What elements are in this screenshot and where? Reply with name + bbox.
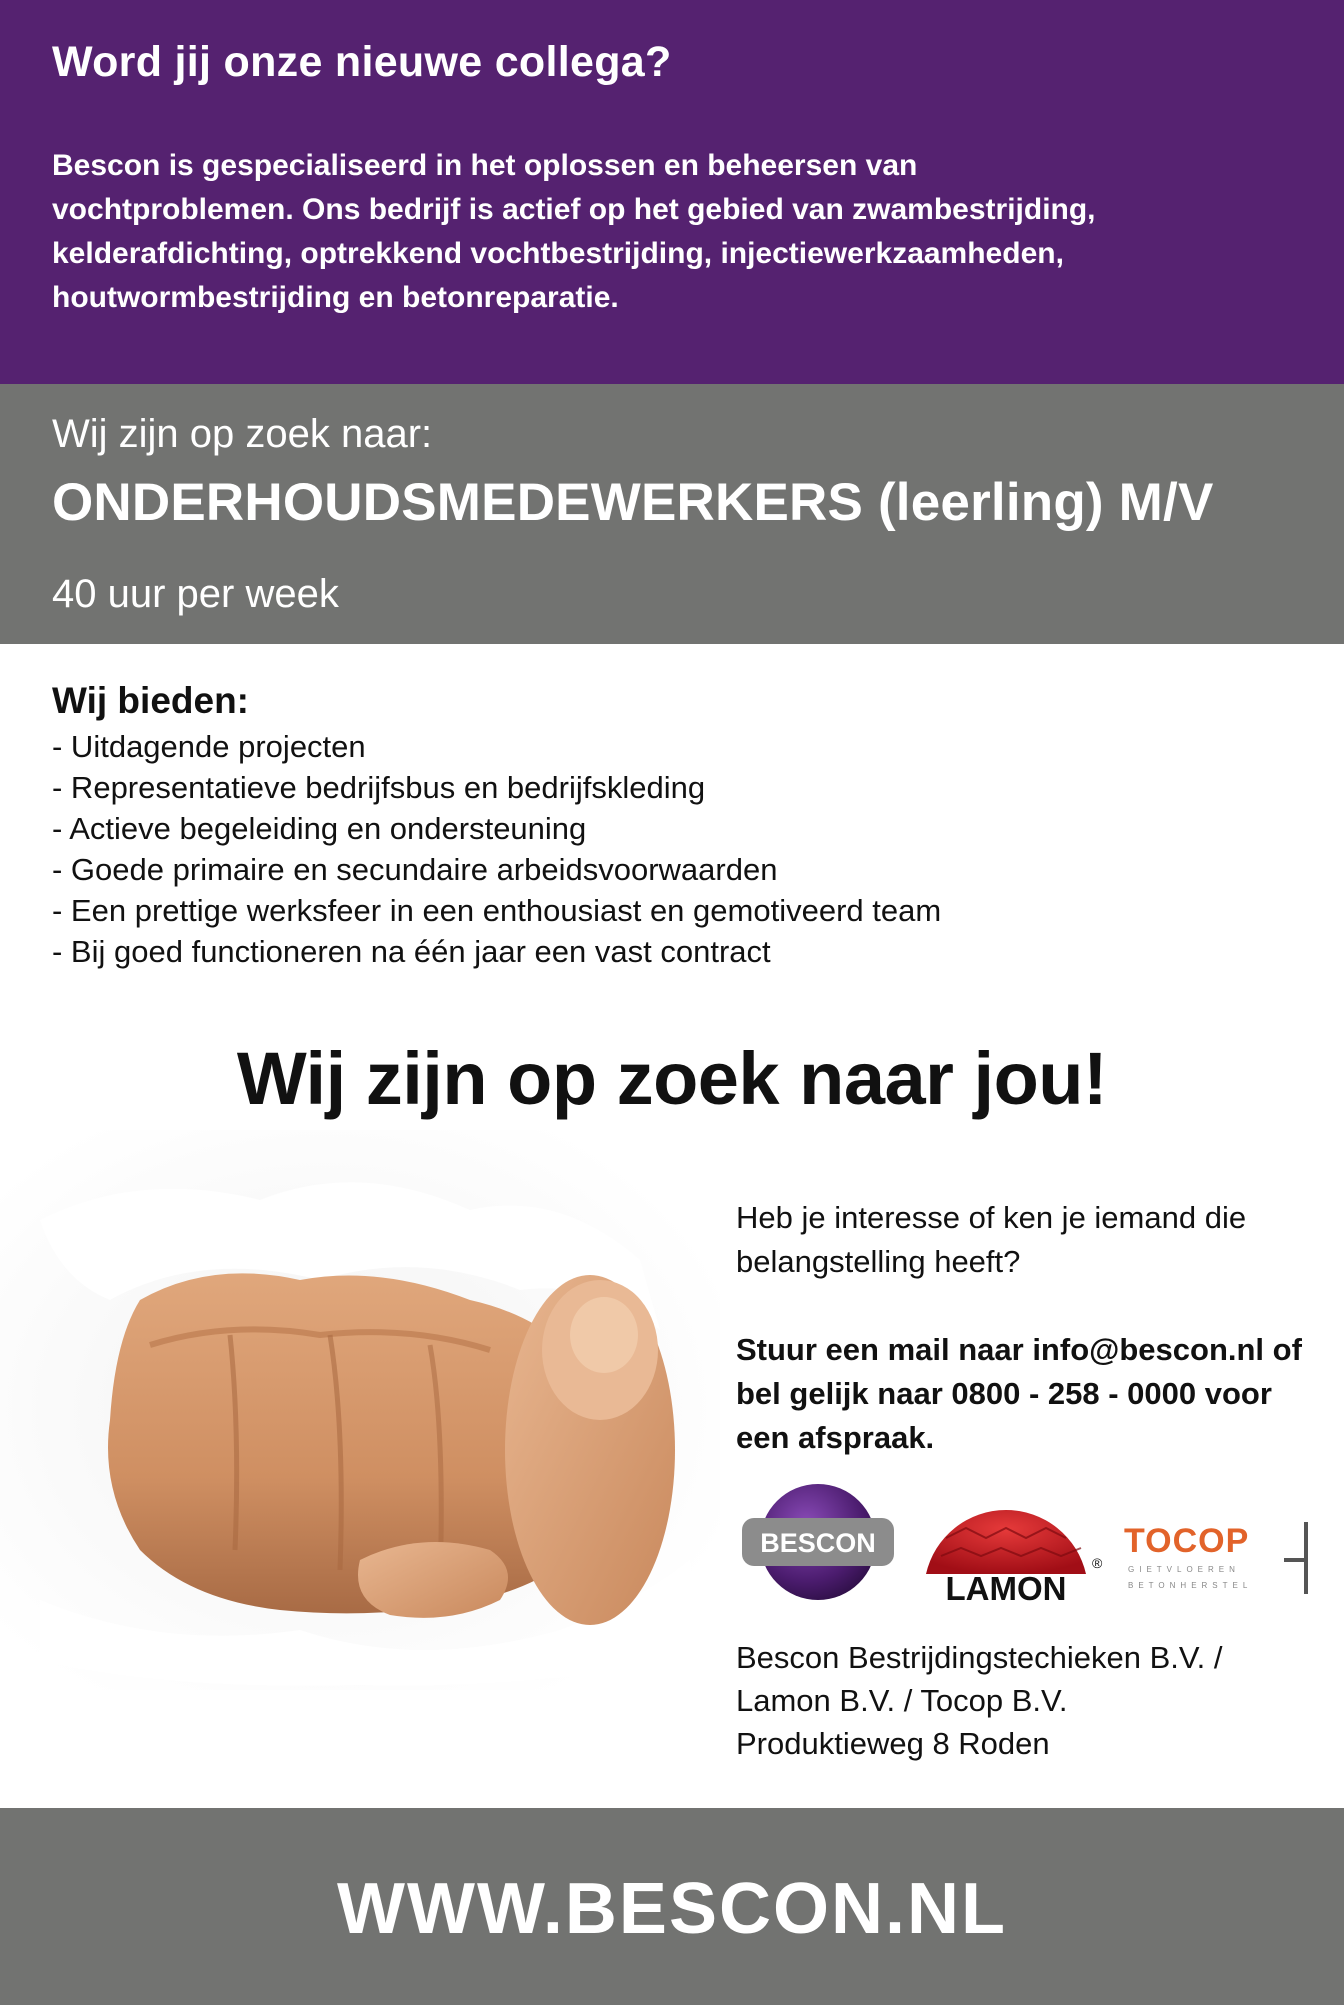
vacancy-banner [0, 384, 1344, 644]
intro-line: vochtproblemen. Ons bedrijf is actief op het gebied van zwambestrijding, [52, 193, 1096, 226]
lamon-logo [926, 1510, 1103, 1607]
company-address [736, 1636, 1336, 1765]
vacancy-lead: Wij zijn op zoek naar: [52, 412, 433, 456]
tocop-subtitle-1: GIETVLOEREN [1128, 1565, 1240, 1574]
tocop-logo [1124, 1522, 1308, 1594]
address-line: Produktieweg 8 Roden [736, 1726, 1050, 1761]
lamon-registered-mark: ® [1092, 1555, 1103, 1571]
offer-item: - Bij goed functioneren na één jaar een vast contract [52, 934, 771, 969]
bescon-logo-text: BESCON [760, 1528, 876, 1558]
pointing-hand-image [0, 1130, 720, 1690]
tocop-logo-text: TOCOP [1124, 1522, 1250, 1560]
offer-item: - Goede primaire en secundaire arbeidsvoorwaarden [52, 852, 778, 887]
intro-banner [0, 0, 1344, 384]
intro-line: Bescon is gespecialiseerd in het oplossen en beheersen van [52, 149, 918, 182]
offer-item: - Een prettige werksfeer in een enthousiast en gemotiveerd team [52, 893, 942, 928]
lamon-logo-text: LAMON [945, 1570, 1067, 1607]
offer-list [52, 726, 941, 972]
intro-line: kelderafdichting, optrekkend vochtbestrijding, injectiewerkzaamheden, [52, 237, 1064, 270]
offer-item: - Representatieve bedrijfsbus en bedrijfskleding [52, 770, 706, 805]
company-intro [52, 144, 1302, 320]
contact-question: Heb je interesse of ken je iemand die belangstelling heeft? [736, 1200, 1247, 1279]
vacancy-hours: 40 uur per week [52, 572, 339, 616]
page-heading: Word jij onze nieuwe collega? [52, 38, 672, 86]
offer-item: - Actieve begeleiding en ondersteuning [52, 811, 587, 846]
offer-heading: Wij bieden: [52, 680, 249, 721]
contact-call-to-action: Stuur een mail naar info@bescon.nl of bel gelijk naar 0800 - 258 - 0000 voor een afspraak. [736, 1332, 1302, 1455]
address-line: Bescon Bestrijdingstechieken B.V. / [736, 1640, 1223, 1675]
intro-line: houtwormbestrijding en betonreparatie. [52, 281, 619, 314]
contact-block [736, 1196, 1326, 1460]
slogan: Wij zijn op zoek naar jou! [236, 1037, 1108, 1120]
address-line: Lamon B.V. / Tocop B.V. [736, 1683, 1068, 1718]
tocop-subtitle-2: BETONHERSTEL [1128, 1581, 1253, 1590]
vacancy-title: ONDERHOUDSMEDEWERKERS (leerling) M/V [52, 473, 1214, 532]
footer-banner [0, 1808, 1344, 2005]
offer-item: - Uitdagende projecten [52, 729, 366, 764]
website-url[interactable]: WWW.BESCON.NL [337, 1869, 1007, 1949]
partner-logos [736, 1478, 1336, 1608]
bescon-logo [742, 1484, 894, 1600]
